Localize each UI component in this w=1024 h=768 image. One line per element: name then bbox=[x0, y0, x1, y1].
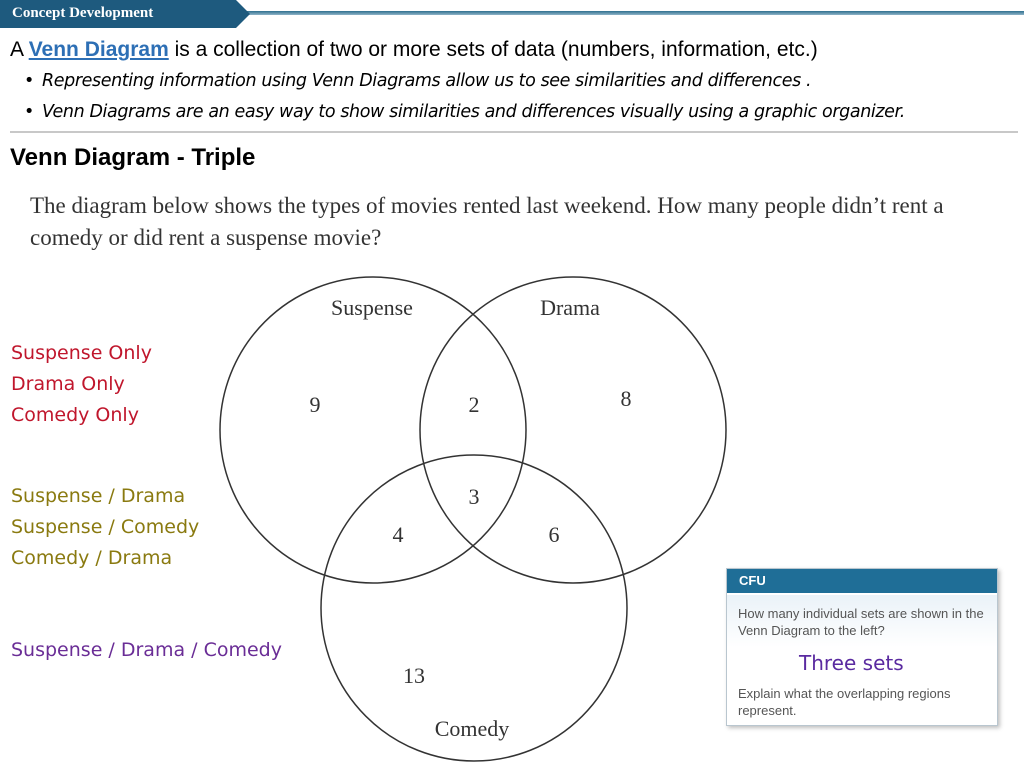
suspense-comedy-value: 4 bbox=[392, 522, 404, 547]
comedy-circle bbox=[321, 455, 627, 761]
drama-only-value: 8 bbox=[620, 386, 632, 411]
legend-triple bbox=[11, 635, 282, 666]
bullet-list bbox=[22, 66, 905, 128]
cfu-body bbox=[727, 595, 997, 725]
legend-item: Suspense Only bbox=[11, 342, 152, 364]
question-text: The diagram below shows the types of movies rented last weekend. How many people didn’t rent a comedy or did rent a suspense movie? bbox=[30, 193, 944, 250]
cfu-header bbox=[727, 569, 997, 593]
divider bbox=[10, 131, 1018, 133]
section-title: Venn Diagram - Triple bbox=[10, 144, 256, 171]
all-three-value: 3 bbox=[468, 484, 480, 509]
intro-prefix: A bbox=[10, 38, 29, 61]
legend-singles bbox=[11, 338, 152, 431]
header-tab bbox=[0, 0, 250, 28]
suspense-drama-value: 2 bbox=[468, 392, 480, 417]
venn-diagram-link[interactable]: Venn Diagram bbox=[28, 38, 169, 61]
comedy-only-value: 13 bbox=[403, 663, 425, 688]
drama-circle bbox=[420, 277, 726, 583]
legend-pairs bbox=[11, 481, 199, 574]
comedy-label: Comedy bbox=[434, 716, 510, 741]
legend-item: Comedy / Drama bbox=[11, 547, 173, 569]
cfu-question-1: How many individual sets are shown in the Venn Diagram to the left? bbox=[738, 606, 984, 638]
bullet-item: • Venn Diagrams are an easy way to show similarities and differences visually using a graphic organizer. bbox=[22, 97, 905, 128]
cfu-title: CFU bbox=[739, 573, 766, 588]
header-bar bbox=[0, 0, 1024, 28]
header-title: Concept Development bbox=[12, 5, 154, 21]
suspense-only-value: 9 bbox=[309, 392, 321, 417]
legend-item: Suspense / Drama bbox=[11, 485, 186, 507]
intro-line bbox=[10, 38, 818, 62]
legend-item: Suspense / Comedy bbox=[11, 516, 200, 538]
cfu-answer: Three sets bbox=[799, 651, 904, 675]
legend-item: Suspense / Drama / Comedy bbox=[11, 639, 282, 661]
cfu-panel bbox=[726, 568, 998, 726]
suspense-label: Suspense bbox=[331, 295, 413, 320]
legend-item: Drama Only bbox=[11, 373, 125, 395]
bullet-item: • Representing information using Venn Diagrams allow us to see similarities and differences . bbox=[22, 66, 905, 97]
drama-comedy-value: 6 bbox=[548, 522, 560, 547]
drama-label: Drama bbox=[540, 295, 600, 320]
suspense-circle bbox=[220, 277, 526, 583]
cfu-question-2: Explain what the overlapping regions represent. bbox=[738, 686, 951, 718]
legend-item: Comedy Only bbox=[11, 404, 139, 426]
intro-rest: is a collection of two or more sets of data (numbers, information, etc.) bbox=[168, 38, 818, 61]
